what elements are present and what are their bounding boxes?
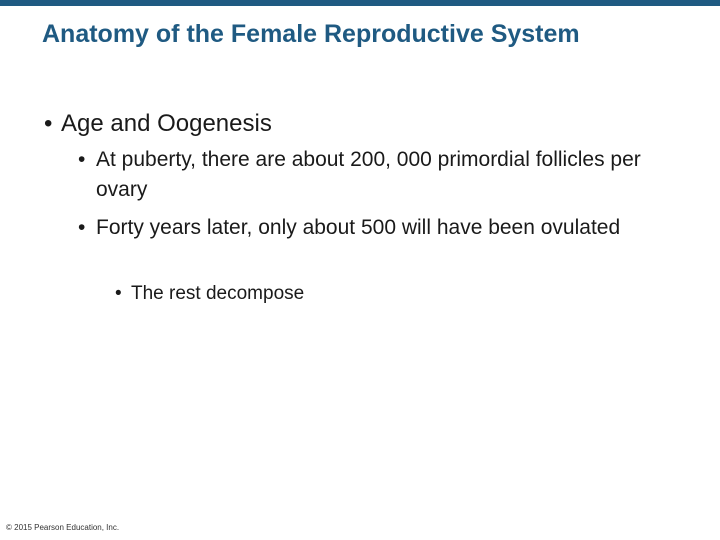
copyright-footer: © 2015 Pearson Education, Inc. — [6, 523, 120, 532]
bullet-dot: • — [115, 283, 122, 304]
bullet-text: Forty years later, only about 500 will have been ovulated — [96, 216, 621, 239]
bullet-level-2 — [78, 213, 668, 243]
slide-title: Anatomy of the Female Reproductive System — [42, 20, 580, 48]
bullet-level-2 — [78, 145, 668, 205]
bullet-dot: • — [44, 110, 53, 137]
bullet-level-3 — [115, 282, 655, 306]
bullet-text: The rest decompose — [131, 283, 305, 304]
bullet-text: Age and Oogenesis — [61, 110, 272, 137]
bullet-dot: • — [78, 148, 86, 171]
bullet-level-1 — [44, 109, 664, 139]
bullet-dot: • — [78, 216, 86, 239]
bullet-text: At puberty, there are about 200, 000 primordial follicles per ovary — [96, 148, 641, 201]
